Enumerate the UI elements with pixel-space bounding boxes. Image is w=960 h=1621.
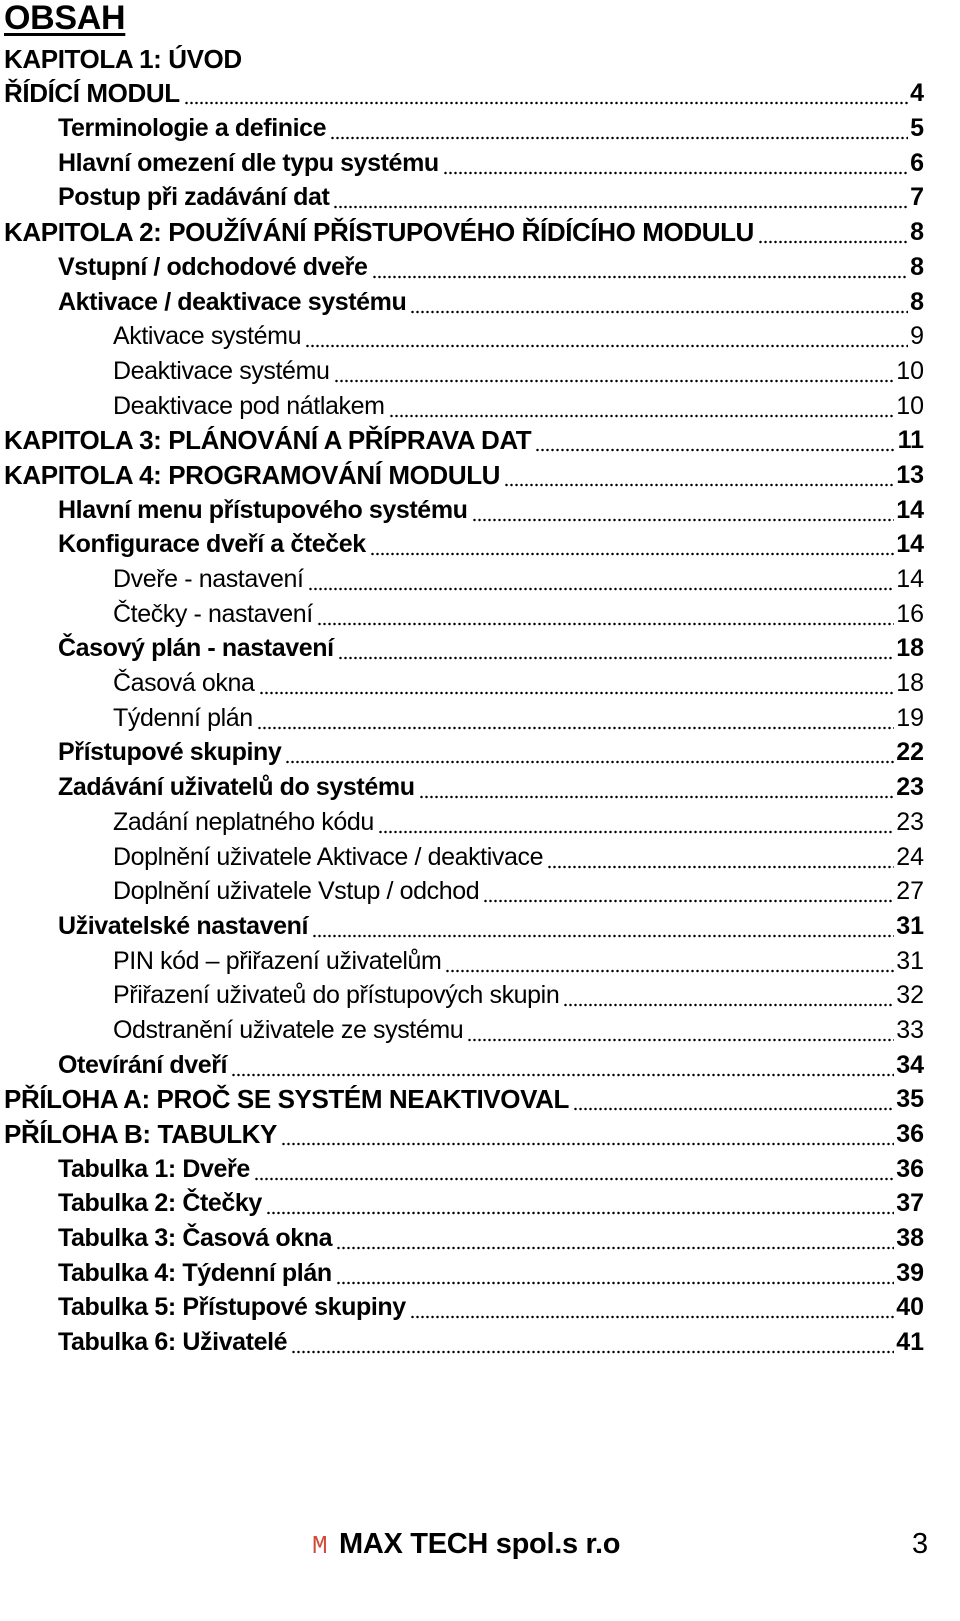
toc-entry[interactable] — [0, 1221, 960, 1256]
toc-dot-leader — [389, 392, 895, 420]
toc-dot-leader — [378, 808, 894, 836]
toc-dot-leader — [184, 79, 908, 107]
toc-entry-page: 24 — [896, 842, 924, 871]
toc-entry-label: Přiřazení uživateů do přístupových skupin — [113, 981, 560, 1010]
toc-entry-page: 18 — [896, 669, 924, 698]
toc-entry-label: Aktivace / deaktivace systému — [58, 287, 407, 316]
toc-entry-page: 41 — [896, 1328, 924, 1357]
toc-entry[interactable] — [0, 424, 960, 459]
toc-entry[interactable] — [0, 979, 960, 1014]
toc-entry-label: Týdenní plán — [113, 703, 253, 732]
toc-dot-leader — [504, 461, 894, 489]
toc-dot-leader — [266, 1189, 894, 1217]
toc-entry[interactable] — [0, 909, 960, 944]
toc-entry[interactable] — [0, 1048, 960, 1083]
toc-dot-leader — [308, 565, 895, 593]
toc-entry-label: Zadání neplatného kódu — [113, 807, 374, 836]
toc-entry[interactable] — [0, 701, 960, 736]
toc-entry-page: 11 — [897, 426, 924, 455]
company-logo-icon: M — [312, 1531, 328, 1561]
toc-dot-leader — [305, 322, 908, 350]
toc-entry-page: 34 — [896, 1050, 924, 1079]
toc-entry-page: 22 — [896, 738, 924, 767]
toc-entry[interactable] — [0, 458, 960, 493]
company-name: MAX TECH spol.s r.o — [339, 1528, 621, 1560]
toc-title: OBSAH — [4, 0, 126, 37]
toc-entry-page: 6 — [910, 148, 924, 177]
toc-entry[interactable] — [0, 250, 960, 285]
toc-dot-leader — [370, 530, 894, 558]
table-of-contents — [0, 42, 960, 1360]
toc-dot-leader — [285, 738, 894, 766]
toc-entry-label: Konfigurace dveří a čteček — [58, 530, 366, 559]
toc-entry-label: Aktivace systému — [113, 322, 302, 351]
toc-entry-label: Tabulka 5: Přístupové skupiny — [58, 1293, 406, 1322]
toc-dot-leader — [467, 1016, 894, 1044]
toc-dot-leader — [330, 114, 908, 142]
toc-entry[interactable] — [0, 944, 960, 979]
toc-entry[interactable] — [0, 215, 960, 250]
toc-entry[interactable] — [0, 146, 960, 181]
toc-entry-label: Deaktivace systému — [113, 356, 330, 385]
toc-entry-page: 31 — [896, 946, 924, 975]
toc-entry-label: Čtečky - nastavení — [113, 599, 313, 628]
toc-entry-label: KAPITOLA 4: PROGRAMOVÁNÍ MODULU — [4, 459, 501, 490]
toc-entry-page: 5 — [910, 114, 924, 143]
toc-entry-label: Tabulka 4: Týdenní plán — [58, 1258, 332, 1287]
toc-entry[interactable] — [0, 111, 960, 146]
toc-entry-page: 36 — [896, 1154, 924, 1183]
toc-entry[interactable] — [0, 840, 960, 875]
toc-dot-leader — [372, 253, 909, 281]
toc-entry[interactable] — [0, 493, 960, 528]
toc-dot-leader — [231, 1051, 894, 1079]
toc-dot-leader — [333, 183, 908, 211]
toc-entry[interactable] — [0, 1152, 960, 1187]
toc-dot-leader — [419, 773, 895, 801]
toc-entry-page: 9 — [910, 322, 924, 351]
toc-entry-label: Doplnění uživatele Aktivace / deaktivace — [113, 842, 544, 871]
toc-entry-label: Dveře - nastavení — [113, 565, 304, 593]
toc-entry-page: 19 — [896, 703, 924, 732]
toc-entry-label: Hlavní menu přístupového systému — [58, 495, 468, 524]
toc-dot-leader — [410, 1293, 894, 1321]
toc-dot-leader — [336, 1224, 894, 1252]
toc-entry-page: 18 — [896, 634, 924, 663]
toc-dot-leader — [547, 843, 894, 871]
toc-dot-leader — [312, 912, 894, 940]
toc-dot-leader — [336, 1259, 894, 1287]
toc-entry-label: PŘÍLOHA A: PROČ SE SYSTÉM NEAKTIVOVAL — [4, 1084, 569, 1115]
toc-entry-page: 13 — [896, 460, 924, 489]
toc-entry-page: 36 — [896, 1120, 924, 1148]
toc-dot-leader — [445, 947, 894, 975]
toc-entry-page: 10 — [896, 356, 924, 385]
toc-entry-page: 39 — [896, 1258, 924, 1287]
toc-entry-label: KAPITOLA 3: PLÁNOVÁNÍ A PŘÍPRAVA DAT — [4, 425, 532, 456]
toc-entry[interactable] — [0, 875, 960, 910]
toc-dot-leader — [443, 149, 908, 177]
toc-entry-label: Otevírání dveří — [58, 1050, 228, 1079]
toc-entry[interactable] — [0, 320, 960, 355]
toc-dot-leader — [259, 669, 895, 697]
toc-entry[interactable] — [0, 632, 960, 667]
toc-entry-page: 8 — [910, 252, 924, 281]
toc-entry-label: Odstranění uživatele ze systému — [113, 1015, 464, 1044]
toc-entry[interactable] — [0, 1325, 960, 1360]
toc-entry-label: Přístupové skupiny — [58, 738, 282, 767]
toc-entry[interactable] — [0, 562, 960, 597]
toc-entry-page: 33 — [896, 1015, 924, 1044]
toc-entry-page: 38 — [896, 1224, 924, 1253]
toc-dot-leader — [758, 218, 908, 246]
toc-entry-page: 40 — [896, 1293, 924, 1322]
toc-entry[interactable] — [0, 1187, 960, 1222]
toc-dot-leader — [563, 981, 894, 1009]
toc-entry[interactable] — [0, 805, 960, 840]
toc-dot-leader — [483, 877, 894, 905]
toc-entry-page: 23 — [896, 773, 924, 802]
toc-dot-leader — [334, 357, 895, 385]
toc-entry-label: Postup při zadávání dat — [58, 183, 330, 212]
toc-entry[interactable] — [0, 1256, 960, 1291]
toc-entry-label: Časová okna — [113, 669, 255, 698]
toc-entry[interactable] — [0, 285, 960, 320]
toc-entry[interactable] — [0, 181, 960, 216]
toc-dot-leader — [291, 1328, 894, 1356]
toc-dot-leader — [254, 1155, 894, 1183]
toc-entry[interactable] — [0, 597, 960, 632]
toc-entry-page: 32 — [896, 981, 924, 1010]
toc-entry-page: 35 — [896, 1085, 924, 1114]
toc-entry-page: 7 — [910, 183, 924, 212]
toc-entry-page: 27 — [896, 877, 924, 906]
toc-dot-leader — [281, 1120, 894, 1148]
toc-entry-page: 31 — [896, 911, 924, 940]
toc-entry-label: Deaktivace pod nátlakem — [113, 391, 385, 420]
toc-entry-page: 16 — [896, 599, 924, 628]
toc-entry[interactable] — [0, 1083, 960, 1118]
toc-entry-page: 23 — [896, 807, 924, 836]
toc-entry-page: 8 — [910, 287, 924, 316]
toc-entry-page: 37 — [896, 1189, 924, 1218]
toc-entry[interactable] — [0, 389, 960, 424]
toc-entry[interactable] — [0, 1291, 960, 1326]
toc-entry[interactable] — [0, 42, 960, 77]
toc-entry-label: PIN kód – přiřazení uživatelům — [113, 946, 442, 975]
toc-dot-leader — [338, 634, 895, 662]
toc-entry-label: Tabulka 6: Uživatelé — [58, 1328, 288, 1357]
toc-entry-page: 10 — [896, 391, 924, 420]
toc-entry-page: 14 — [896, 565, 924, 593]
toc-entry[interactable] — [0, 528, 960, 563]
toc-entry-page: 14 — [896, 530, 924, 559]
toc-entry-label: Hlavní omezení dle typu systému — [58, 148, 439, 177]
toc-entry-label: PŘÍLOHA B: TABULKY — [4, 1119, 277, 1149]
toc-entry[interactable] — [0, 1013, 960, 1048]
toc-entry-label: Uživatelské nastavení — [58, 911, 309, 940]
toc-dot-leader — [535, 426, 895, 454]
toc-entry-label: Tabulka 2: Čtečky — [58, 1189, 262, 1218]
toc-dot-leader — [472, 496, 895, 524]
toc-entry-page: 14 — [896, 495, 924, 524]
toc-entry[interactable] — [0, 770, 960, 805]
toc-entry[interactable] — [0, 1117, 960, 1152]
toc-entry-label: ŘÍDÍCÍ MODUL — [4, 78, 180, 109]
toc-entry-label: Tabulka 3: Časová okna — [58, 1224, 333, 1253]
toc-dot-leader — [257, 704, 894, 732]
toc-entry-label: Doplnění uživatele Vstup / odchod — [113, 877, 480, 906]
page-number: 3 — [912, 1528, 929, 1560]
toc-entry-label: KAPITOLA 2: POUŽÍVÁNÍ PŘÍSTUPOVÉHO ŘÍDÍCÍHO MODULU — [4, 217, 754, 248]
toc-entry[interactable] — [0, 666, 960, 701]
toc-dot-leader — [573, 1085, 894, 1113]
toc-entry-label: Vstupní / odchodové dveře — [58, 252, 368, 281]
toc-entry[interactable] — [0, 77, 960, 112]
page-footer — [0, 1525, 960, 1565]
toc-entry-label: Časový plán - nastavení — [58, 634, 334, 663]
toc-entry-page: 4 — [910, 79, 924, 108]
toc-entry-label: Terminologie a definice — [58, 114, 327, 143]
toc-dot-leader — [410, 288, 908, 316]
toc-entry-page: 8 — [910, 218, 924, 247]
toc-entry-label: KAPITOLA 1: ÚVOD — [4, 43, 242, 74]
toc-entry-label: Zadávání uživatelů do systému — [58, 773, 415, 802]
toc-entry-label: Tabulka 1: Dveře — [58, 1154, 250, 1183]
toc-entry[interactable] — [0, 736, 960, 771]
toc-entry[interactable] — [0, 354, 960, 389]
toc-dot-leader — [317, 600, 894, 628]
